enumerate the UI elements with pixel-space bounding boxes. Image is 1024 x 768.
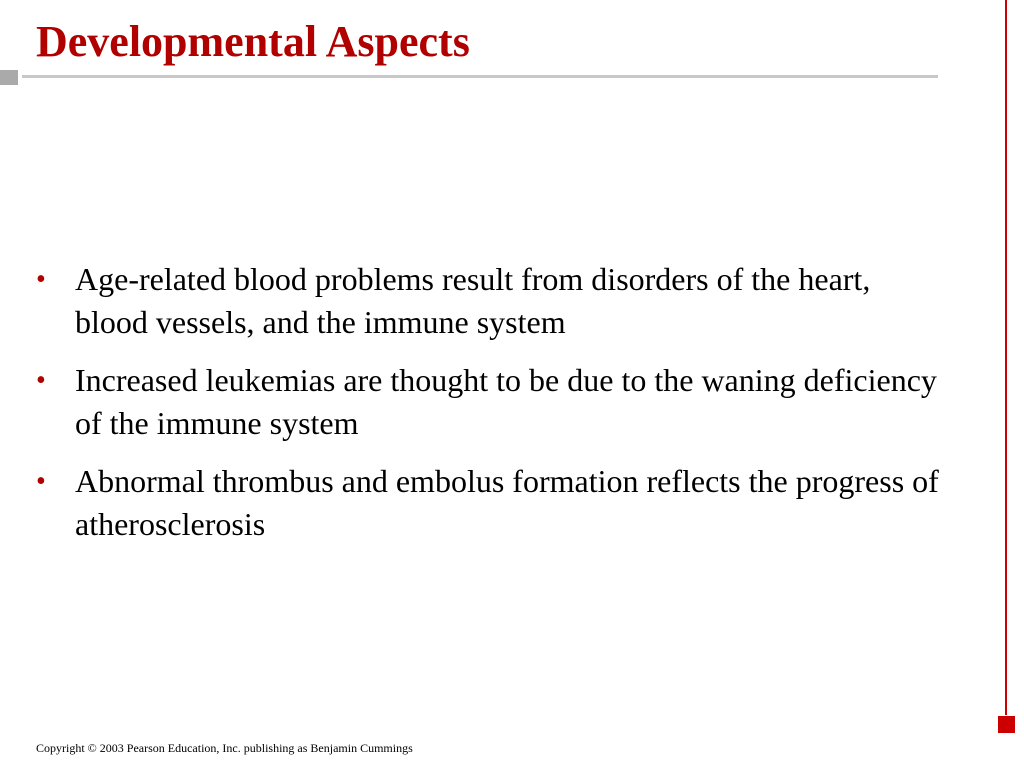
bullet-item: [36, 460, 946, 546]
copyright-footer: Copyright © 2003 Pearson Education, Inc. publishing as Benjamin Cummings: [36, 741, 413, 755]
bullet-item: [36, 359, 946, 445]
bullet-dot-icon: •: [36, 264, 46, 295]
red-square-decoration: [998, 716, 1015, 733]
bullet-item: [36, 258, 946, 344]
right-vertical-rule: [1005, 0, 1007, 715]
gray-square-decoration: [0, 70, 18, 85]
bullet-dot-icon: •: [36, 365, 46, 396]
bullet-text: Age-related blood problems result from disorders of the heart, blood vessels, and the immune system: [75, 261, 871, 340]
bullet-list: [36, 258, 946, 561]
bullet-dot-icon: •: [36, 466, 46, 497]
bullet-text: Increased leukemias are thought to be due to the waning deficiency of the immune system: [75, 362, 937, 441]
title-divider: [22, 75, 938, 78]
bullet-text: Abnormal thrombus and embolus formation reflects the progress of atherosclerosis: [75, 463, 939, 542]
slide-title: Developmental Aspects: [36, 17, 470, 66]
